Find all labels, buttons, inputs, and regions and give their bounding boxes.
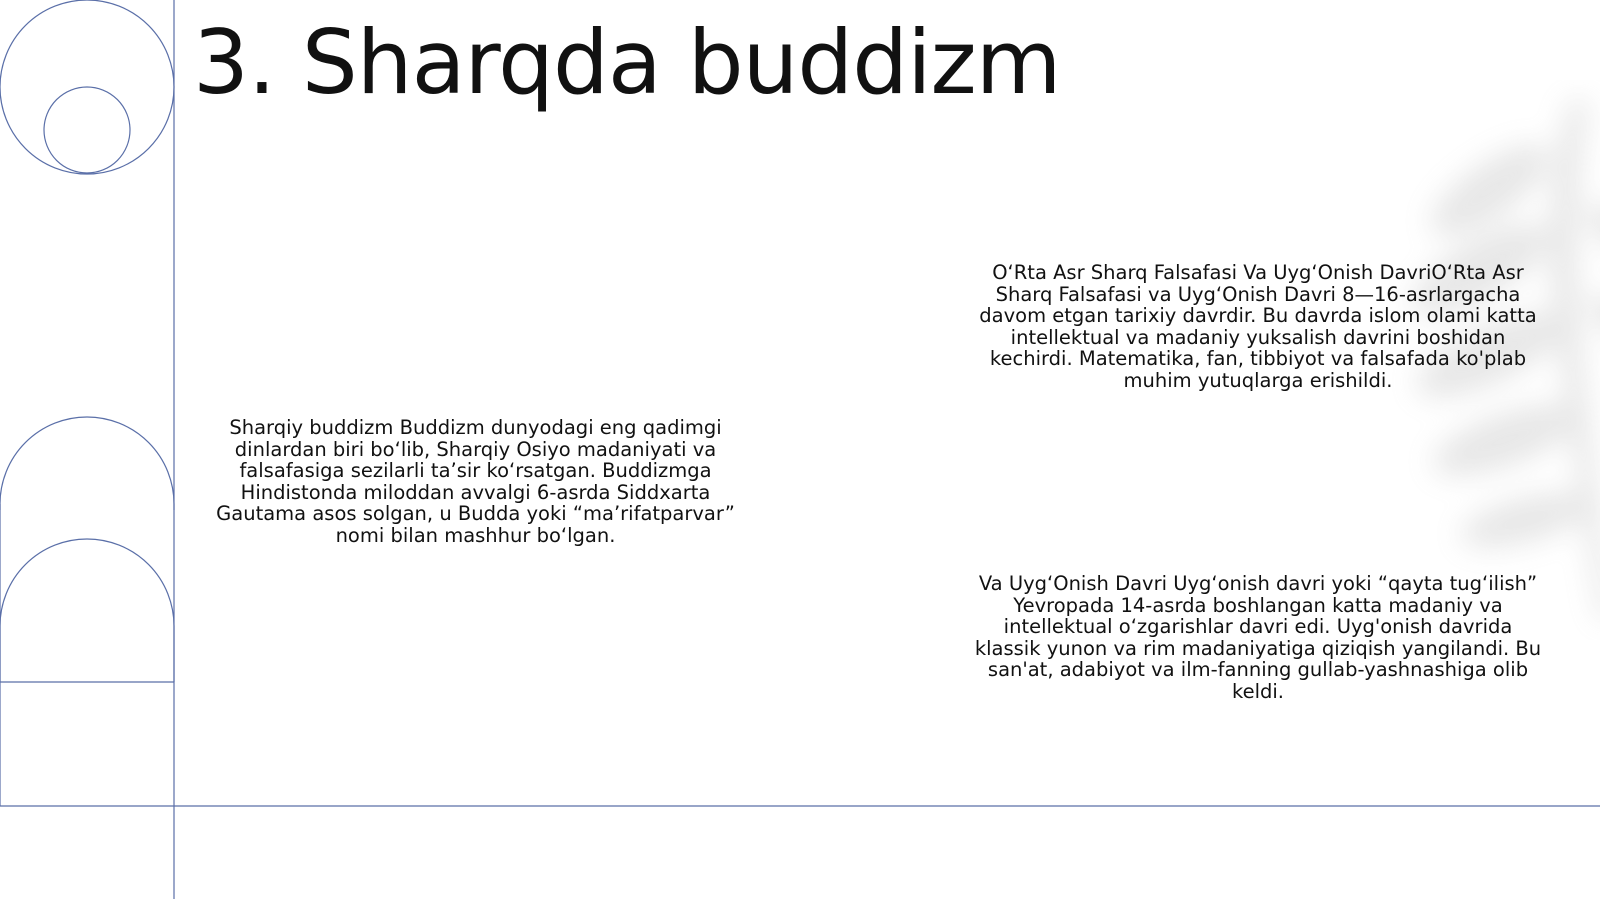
right-top-text-block: O‘Rta Asr Sharq Falsafasi Va Uyg‘Onish DavriO‘Rta Asr Sharq Falsafasi va Uyg‘Onish Davri 8—16-asrlargacha davom etgan tarixiy davrdir. Bu davrda islom olami katta intellektual va madaniy yuksalish davrini boshidan kechirdi. Matematika, fan, tibbiyot va falsafada ko'plab muhim yutuqlarga erishildi. [979, 261, 1537, 392]
slide-title: 3. Sharqda buddizm [193, 11, 1061, 114]
small-circle-outline [44, 87, 130, 173]
right-bottom-text-block: Va Uyg‘Onish Davri Uyg‘onish davri yoki “qayta tug‘ilish” Yevropada 14-asrda boshlangan katta madaniy va intellektual o‘zgarishlar davri edi. Uyg'onish davrida klassik yunon va rim madaniyatiga qiziqish yangilandi. Bu san'at, adabiyot va ilm-fanning gullab-yashnashiga olib keldi. [974, 572, 1542, 703]
lower-arch-outline [0, 539, 174, 682]
upper-arch-outline [0, 417, 174, 510]
left-text-block: Sharqiy buddizm Buddizm dunyodagi eng qadimgi dinlardan biri bo‘lib, Sharqiy Osiyo madaniyati va falsafasiga sezilarli ta’sir ko‘rsatgan. Buddizmga Hindistonda miloddan avvalgi 6-asrda Siddxarta Gautama asos solgan, u Budda yoki “ma’rifatparvar” nomi bilan mashhur bo‘lgan. [216, 416, 735, 547]
